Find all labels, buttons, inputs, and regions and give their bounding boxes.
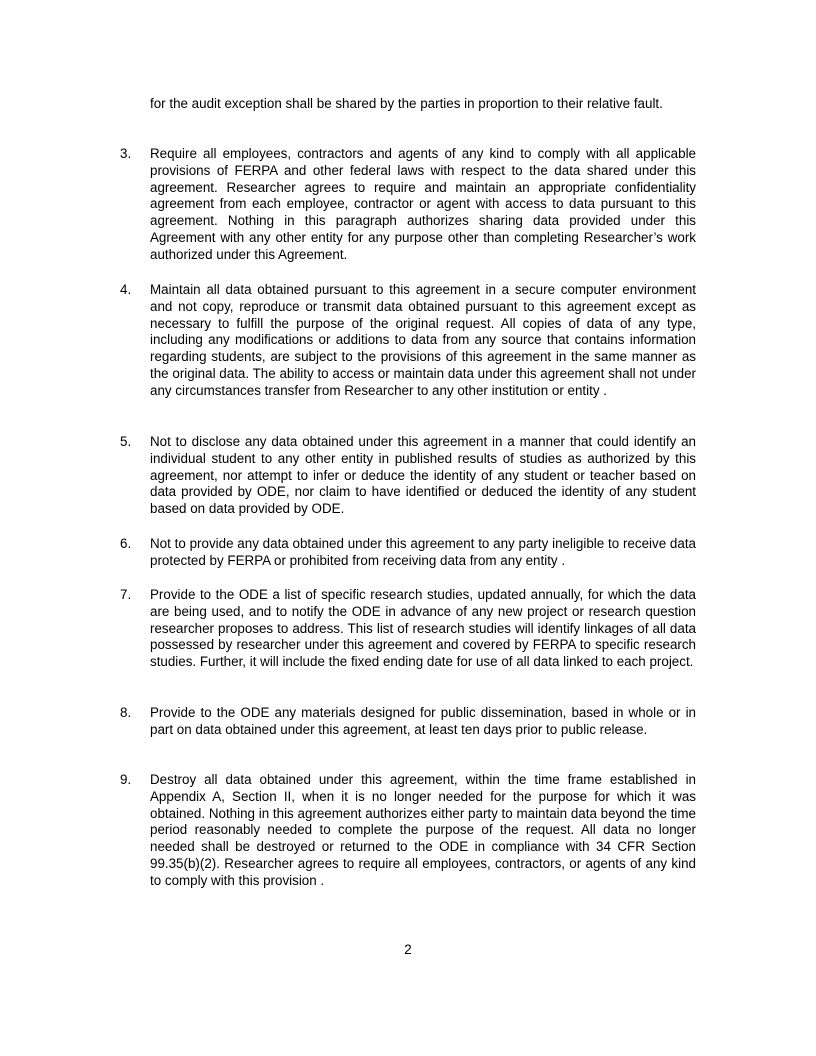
item-number-7: 7. [120, 587, 132, 602]
item-number-6: 6. [120, 536, 132, 551]
item-number-9: 9. [120, 772, 132, 787]
item-number-4: 4. [120, 282, 132, 297]
item-number-5: 5. [120, 434, 132, 449]
item-text-8: Provide to the ODE any materials designed for public dissemination, based in whole or in part on data obtained under this agreement, at least ten days prior to public release. [150, 705, 696, 737]
page-number: 2 [404, 942, 412, 957]
item-number-3: 3. [120, 146, 132, 161]
item-text-7: Provide to the ODE a list of specific research studies, updated annually, for which the data are being used, and to notify the ODE in advance of any new project or research question researcher proposes to address. This list of research studies will identify linkages of all data possessed by researcher under this agreement and covered by FERPA to specific research studies. Further, it will include the fixed ending date for use of all data linked to each project. [150, 587, 696, 670]
item-text-5: Not to disclose any data obtained under this agreement in a manner that could identify an individual student to any other entity in published results of studies as authorized by this agreement, nor attempt to infer or deduce the identity of any student or teacher based on data provided by ODE, nor claim to have identified or deduced the identity of any student based on data provided by ODE. [150, 434, 696, 517]
item-text-4: Maintain all data obtained pursuant to this agreement in a secure computer environment and not copy, reproduce or transmit data obtained pursuant to this agreement except as necessary to fulfill the purpose of the original request. All copies of data of any type, including any modifications or additions to data from any source that contains information regarding students, are subject to the provisions of this agreement in the same manner as the original data. The ability to access or maintain data under this agreement shall not under any circumstances transfer from Researcher to any other institution or entity . [150, 282, 696, 398]
item-text-3: Require all employees, contractors and agents of any kind to comply with all applicable provisions of FERPA and other federal laws with respect to the data shared under this agreement. Researcher agrees to require and maintain an appropriate confidentiality agreement from each employee, contractor or agent with access to data pursuant to this agreement. Nothing in this paragraph authorizes sharing data provided under this Agreement with any other entity for any purpose other than completing Researcher’s work authorized under this Agreement. [150, 146, 696, 262]
item-text-9: Destroy all data obtained under this agreement, within the time frame established in Appendix A, Section II, when it is no longer needed for the purpose for which it was obtained. Nothing in this agreement authorizes either party to maintain data beyond the time period reasonably needed to complete the purpose of the request. All data no longer needed shall be destroyed or returned to the ODE in compliance with 34 CFR Section 99.35(b)(2). Researcher agrees to require all employees, contractors, or agents of any kind to comply with this provision . [150, 772, 696, 888]
item-text-6: Not to provide any data obtained under this agreement to any party ineligible to receive data protected by FERPA or prohibited from receiving data from any entity . [150, 536, 696, 568]
item-number-8: 8. [120, 705, 132, 720]
continuation-paragraph: for the audit exception shall be shared by the parties in proportion to their relative fault. [150, 96, 663, 111]
